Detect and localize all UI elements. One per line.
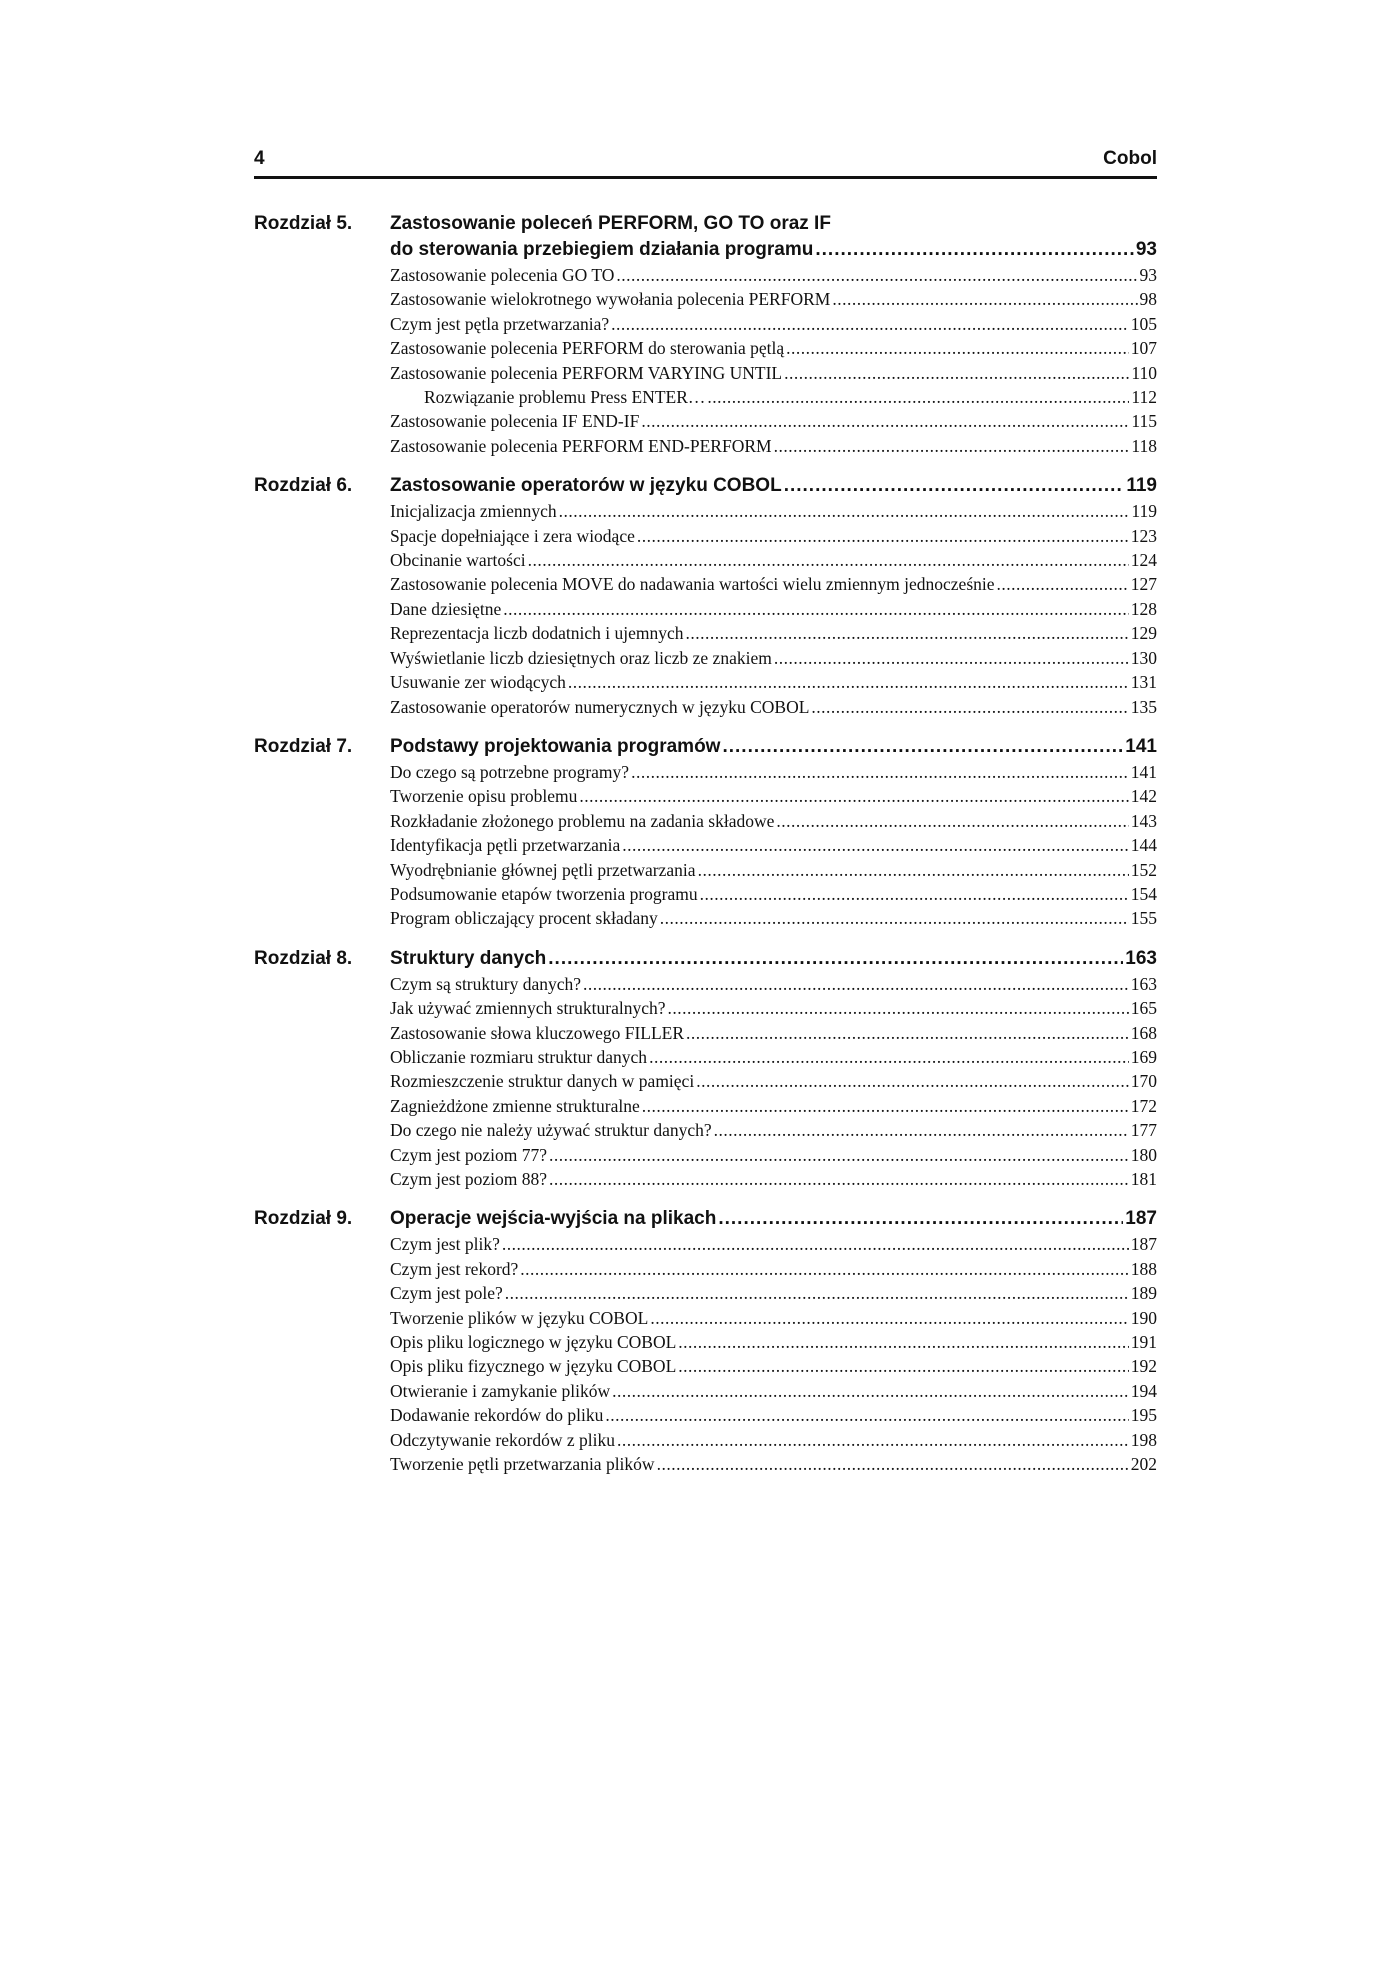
dot-leader bbox=[605, 1403, 1128, 1427]
toc-entry-page-number: 127 bbox=[1130, 574, 1157, 595]
dot-leader bbox=[784, 473, 1125, 499]
toc-entry-page-number: 177 bbox=[1130, 1120, 1157, 1141]
page-number: 4 bbox=[254, 148, 265, 169]
toc-entry-page-number: 188 bbox=[1130, 1258, 1157, 1279]
dot-leader bbox=[815, 237, 1133, 263]
dot-leader bbox=[520, 1257, 1128, 1281]
dot-leader bbox=[631, 760, 1129, 784]
toc-entry-page-number: 168 bbox=[1130, 1022, 1157, 1043]
toc-entry[interactable] bbox=[390, 646, 1157, 670]
toc-entry-title: Zastosowanie polecenia MOVE do nadawania wartości wielu zmiennym jednocześnie bbox=[390, 574, 995, 595]
chapter-block bbox=[254, 734, 1157, 931]
chapter-page-number: 163 bbox=[1125, 947, 1157, 969]
dot-leader bbox=[776, 809, 1128, 833]
toc-entry-title: Otwieranie i zamykanie plików bbox=[390, 1380, 611, 1401]
toc-entry-title: Zastosowanie słowa kluczowego FILLER bbox=[390, 1022, 685, 1043]
dot-leader bbox=[784, 361, 1129, 385]
toc-entry-page-number: 142 bbox=[1130, 786, 1157, 807]
toc-entry-title: Zastosowanie polecenia PERFORM do sterowania pętlą bbox=[390, 338, 785, 359]
toc-entry[interactable] bbox=[390, 1403, 1157, 1427]
chapter-label: Rozdział 9. bbox=[254, 1208, 353, 1230]
dot-leader bbox=[503, 597, 1128, 621]
dot-leader bbox=[774, 646, 1129, 670]
toc-entry[interactable] bbox=[390, 996, 1157, 1020]
toc-entry-page-number: 189 bbox=[1130, 1283, 1157, 1304]
toc-entry[interactable] bbox=[390, 833, 1157, 857]
toc-entry-title: Czym jest rekord? bbox=[390, 1258, 519, 1279]
toc-entry-page-number: 192 bbox=[1130, 1356, 1157, 1377]
dot-leader bbox=[611, 312, 1129, 336]
toc-entry-title: Opis pliku logicznego w języku COBOL bbox=[390, 1332, 677, 1353]
toc-entry-page-number: 130 bbox=[1130, 647, 1157, 668]
chapter-block bbox=[254, 946, 1157, 1192]
toc-entry-page-number: 110 bbox=[1131, 362, 1157, 383]
toc-entry[interactable] bbox=[390, 434, 1157, 458]
dot-leader bbox=[583, 972, 1129, 996]
toc-entry-page-number: 187 bbox=[1130, 1234, 1157, 1255]
toc-entry[interactable] bbox=[390, 1306, 1157, 1330]
chapter-title[interactable] bbox=[390, 1206, 1157, 1232]
toc-entry[interactable] bbox=[390, 1257, 1157, 1281]
toc-entry-page-number: 154 bbox=[1130, 883, 1157, 904]
toc-entry[interactable] bbox=[390, 548, 1157, 572]
dot-leader bbox=[707, 385, 1129, 409]
dot-leader bbox=[559, 499, 1130, 523]
dot-leader bbox=[686, 1021, 1129, 1045]
toc-entry-page-number: 118 bbox=[1131, 435, 1157, 456]
toc-entry-title: Odczytywanie rekordów z pliku bbox=[390, 1429, 615, 1450]
toc-entry-page-number: 194 bbox=[1130, 1380, 1157, 1401]
dot-leader bbox=[579, 784, 1128, 808]
toc-entry-title: Identyfikacja pętli przetwarzania bbox=[390, 835, 621, 856]
dot-leader bbox=[660, 906, 1129, 930]
toc-entry[interactable] bbox=[390, 1143, 1157, 1167]
chapter-title-text: Struktury danych bbox=[390, 947, 547, 969]
dot-leader bbox=[774, 434, 1130, 458]
toc-entry-title: Obliczanie rozmiaru struktur danych bbox=[390, 1046, 648, 1067]
toc-entry-page-number: 119 bbox=[1131, 501, 1157, 522]
chapter-title-row bbox=[390, 237, 1157, 263]
chapter-title-row bbox=[390, 734, 1157, 760]
toc-entry-title: Rozmieszczenie struktur danych w pamięci bbox=[390, 1071, 695, 1092]
toc-entry-page-number: 93 bbox=[1139, 265, 1157, 285]
toc-entry-title: Czym jest poziom 77? bbox=[390, 1144, 547, 1165]
dot-leader bbox=[649, 1045, 1129, 1069]
toc-entry[interactable] bbox=[390, 524, 1157, 548]
toc-entry-page-number: 170 bbox=[1130, 1071, 1157, 1092]
chapter-title-line: Zastosowanie poleceń PERFORM, GO TO oraz IF bbox=[390, 213, 831, 234]
dot-leader bbox=[650, 1306, 1128, 1330]
toc-entry[interactable] bbox=[390, 336, 1157, 360]
dot-leader bbox=[678, 1330, 1128, 1354]
toc-entry[interactable] bbox=[390, 1379, 1157, 1403]
chapter-title[interactable] bbox=[390, 734, 1157, 760]
toc-entry-title: Czym jest pole? bbox=[390, 1283, 503, 1304]
chapter-page-number: 141 bbox=[1125, 735, 1157, 757]
toc-entry[interactable] bbox=[390, 1118, 1157, 1142]
toc-entry-title: Zastosowanie operatorów numerycznych w języku COBOL bbox=[390, 696, 810, 717]
toc-entry-title: Reprezentacja liczb dodatnich i ujemnych bbox=[390, 623, 684, 644]
toc-entry[interactable] bbox=[390, 1330, 1157, 1354]
toc-entry-page-number: 144 bbox=[1130, 835, 1157, 856]
toc-entry[interactable] bbox=[390, 361, 1157, 385]
dot-leader bbox=[641, 409, 1129, 433]
toc-entry-title: Dane dziesiętne bbox=[390, 598, 502, 619]
toc-entry-title: Podsumowanie etapów tworzenia programu bbox=[390, 883, 698, 904]
toc-entry[interactable] bbox=[390, 287, 1157, 311]
toc-entry-page-number: 128 bbox=[1130, 598, 1157, 619]
toc-entry-page-number: 180 bbox=[1130, 1144, 1157, 1165]
toc-entry-title: Tworzenie opisu problemu bbox=[390, 786, 578, 807]
toc-entry-title: Zastosowanie polecenia IF END-IF bbox=[390, 411, 640, 432]
toc-entry-page-number: 135 bbox=[1130, 696, 1157, 717]
dot-leader bbox=[505, 1281, 1129, 1305]
toc-entry[interactable] bbox=[390, 597, 1157, 621]
toc-entry[interactable] bbox=[390, 906, 1157, 930]
toc-entry-title: Wyświetlanie liczb dziesiętnych oraz liczb ze znakiem bbox=[390, 647, 772, 668]
dot-leader bbox=[528, 548, 1129, 572]
toc-entry-page-number: 191 bbox=[1130, 1332, 1157, 1353]
toc-entry[interactable] bbox=[390, 572, 1157, 596]
dot-leader bbox=[642, 1094, 1129, 1118]
toc-entry[interactable] bbox=[390, 1167, 1157, 1191]
table-of-contents bbox=[254, 211, 1157, 1491]
toc-entry-title: Czym jest poziom 88? bbox=[390, 1169, 547, 1189]
dot-leader bbox=[568, 670, 1129, 694]
toc-entry-page-number: 105 bbox=[1130, 313, 1157, 334]
toc-entry-page-number: 181 bbox=[1130, 1169, 1157, 1189]
chapter-title-row bbox=[390, 946, 1157, 972]
toc-entry-title: Opis pliku fizycznego w języku COBOL bbox=[390, 1356, 677, 1377]
toc-entry[interactable] bbox=[390, 1021, 1157, 1045]
dot-leader bbox=[714, 1118, 1129, 1142]
toc-entry[interactable] bbox=[390, 1354, 1157, 1378]
chapter-title-row bbox=[390, 1206, 1157, 1232]
toc-entry-page-number: 115 bbox=[1131, 411, 1157, 432]
toc-entry[interactable] bbox=[390, 621, 1157, 645]
chapter-body bbox=[390, 473, 1157, 719]
dot-leader bbox=[622, 833, 1128, 857]
dot-leader bbox=[616, 263, 1137, 287]
toc-entry[interactable] bbox=[390, 1045, 1157, 1069]
dot-leader bbox=[718, 1206, 1123, 1232]
chapter-title-row bbox=[390, 473, 1157, 499]
toc-entry-page-number: 190 bbox=[1130, 1307, 1157, 1328]
dot-leader bbox=[549, 1167, 1129, 1191]
toc-entry-title: Zastosowanie polecenia PERFORM VARYING UNTIL bbox=[390, 362, 783, 383]
dot-leader bbox=[811, 695, 1128, 719]
toc-entry-page-number: 129 bbox=[1130, 623, 1157, 644]
toc-entry-page-number: 141 bbox=[1130, 761, 1157, 782]
dot-leader bbox=[696, 1069, 1129, 1093]
chapter-body bbox=[390, 946, 1157, 1192]
toc-entry[interactable] bbox=[390, 670, 1157, 694]
chapter-page-number: 93 bbox=[1135, 239, 1157, 260]
chapter-label: Rozdział 8. bbox=[254, 947, 353, 969]
toc-entry-title: Wyodrębnianie głównej pętli przetwarzania bbox=[390, 859, 696, 880]
toc-entry[interactable] bbox=[390, 385, 1157, 409]
toc-entry-page-number: 124 bbox=[1130, 550, 1157, 571]
chapter-label: Rozdział 6. bbox=[254, 475, 353, 497]
toc-entry-title: Do czego są potrzebne programy? bbox=[390, 761, 630, 782]
toc-entry[interactable] bbox=[390, 312, 1157, 336]
chapter-title[interactable] bbox=[390, 946, 1157, 972]
toc-entry-title: Jak używać zmiennych strukturalnych? bbox=[390, 998, 666, 1019]
toc-entry[interactable] bbox=[390, 972, 1157, 996]
toc-entry[interactable] bbox=[390, 1094, 1157, 1118]
dot-leader bbox=[549, 1143, 1129, 1167]
chapter-body bbox=[390, 1206, 1157, 1476]
toc-entry-title: Spacje dopełniające i zera wiodące bbox=[390, 525, 635, 546]
toc-entry-page-number: 112 bbox=[1131, 387, 1157, 408]
toc-entry[interactable] bbox=[390, 1232, 1157, 1256]
toc-entry[interactable] bbox=[390, 784, 1157, 808]
dot-leader bbox=[502, 1232, 1129, 1256]
chapter-block bbox=[254, 1206, 1157, 1476]
toc-entry-title: Rozwiązanie problemu Press ENTER… bbox=[424, 387, 706, 408]
toc-entry-page-number: 169 bbox=[1130, 1046, 1157, 1067]
toc-entry-page-number: 98 bbox=[1139, 289, 1157, 310]
dot-leader bbox=[722, 734, 1123, 760]
toc-entry[interactable] bbox=[390, 409, 1157, 433]
toc-entry-page-number: 155 bbox=[1130, 908, 1157, 929]
toc-entry-title: Czym jest plik? bbox=[390, 1234, 500, 1255]
toc-entry[interactable] bbox=[390, 1428, 1157, 1452]
toc-entry-page-number: 152 bbox=[1130, 859, 1157, 880]
dot-leader bbox=[997, 572, 1129, 596]
toc-entry[interactable] bbox=[390, 499, 1157, 523]
chapter-body bbox=[390, 734, 1157, 931]
chapter-title[interactable] bbox=[390, 473, 1157, 499]
toc-entry-title: Program obliczający procent składany bbox=[390, 908, 658, 929]
dot-leader bbox=[832, 287, 1137, 311]
toc-entry-page-number: 163 bbox=[1130, 973, 1157, 994]
toc-entry-page-number: 202 bbox=[1130, 1454, 1157, 1475]
dot-leader bbox=[698, 858, 1129, 882]
toc-entry-title: Rozkładanie złożonego problemu na zadania składowe bbox=[390, 810, 775, 831]
toc-entry-title: Zastosowanie wielokrotnego wywołania polecenia PERFORM bbox=[390, 289, 831, 310]
dot-leader bbox=[668, 996, 1129, 1020]
toc-entry-page-number: 131 bbox=[1130, 672, 1157, 693]
dot-leader bbox=[786, 336, 1129, 360]
toc-entry-title: Do czego nie należy używać struktur danych? bbox=[390, 1120, 712, 1141]
toc-entry[interactable] bbox=[390, 695, 1157, 719]
running-header bbox=[254, 146, 1157, 179]
chapter-title-text: Operacje wejścia-wyjścia na plikach bbox=[390, 1208, 717, 1230]
toc-entry-title: Obcinanie wartości bbox=[390, 550, 526, 571]
dot-leader bbox=[617, 1428, 1129, 1452]
chapter-title-text: Podstawy projektowania programów bbox=[390, 735, 721, 757]
chapter-title-text: Zastosowanie operatorów w języku COBOL bbox=[390, 475, 782, 497]
toc-entry-title: Usuwanie zer wiodących bbox=[390, 672, 566, 693]
dot-leader bbox=[612, 1379, 1129, 1403]
chapter-page-number: 119 bbox=[1126, 475, 1157, 497]
toc-entry[interactable] bbox=[390, 760, 1157, 784]
toc-entry-title: Zastosowanie polecenia GO TO bbox=[390, 265, 615, 285]
dot-leader bbox=[685, 621, 1128, 645]
dot-leader bbox=[700, 882, 1129, 906]
chapter-title[interactable] bbox=[390, 211, 1157, 263]
chapter-block bbox=[254, 211, 1157, 458]
toc-entry[interactable] bbox=[390, 858, 1157, 882]
dot-leader bbox=[548, 946, 1123, 972]
dot-leader bbox=[678, 1354, 1128, 1378]
toc-entry[interactable] bbox=[390, 882, 1157, 906]
toc-entry-title: Tworzenie plików w języku COBOL bbox=[390, 1307, 649, 1328]
toc-entry[interactable] bbox=[390, 1452, 1157, 1476]
toc-entry-page-number: 143 bbox=[1130, 810, 1157, 831]
chapter-body bbox=[390, 211, 1157, 458]
chapter-page-number: 187 bbox=[1125, 1208, 1157, 1230]
toc-entry[interactable] bbox=[390, 809, 1157, 833]
chapter-title-text: do sterowania przebiegiem działania programu bbox=[390, 239, 814, 260]
toc-entry-page-number: 195 bbox=[1130, 1405, 1157, 1426]
toc-entry-page-number: 107 bbox=[1130, 338, 1157, 359]
dot-leader bbox=[637, 524, 1129, 548]
toc-entry-title: Dodawanie rekordów do pliku bbox=[390, 1405, 604, 1426]
toc-entry-page-number: 123 bbox=[1130, 525, 1157, 546]
toc-entry[interactable] bbox=[390, 263, 1157, 287]
toc-entry[interactable] bbox=[390, 1281, 1157, 1305]
toc-entry-page-number: 172 bbox=[1130, 1095, 1157, 1116]
chapter-block bbox=[254, 473, 1157, 719]
toc-entry-title: Zastosowanie polecenia PERFORM END-PERFORM bbox=[390, 435, 772, 456]
dot-leader bbox=[657, 1452, 1129, 1476]
toc-entry-page-number: 165 bbox=[1130, 998, 1157, 1019]
chapter-label: Rozdział 5. bbox=[254, 213, 353, 234]
toc-entry-page-number: 198 bbox=[1130, 1429, 1157, 1450]
toc-entry[interactable] bbox=[390, 1069, 1157, 1093]
toc-entry-title: Inicjalizacja zmiennych bbox=[390, 501, 557, 522]
toc-entry-title: Tworzenie pętli przetwarzania plików bbox=[390, 1454, 655, 1475]
book-title: Cobol bbox=[1103, 148, 1157, 169]
toc-entry-title: Czym jest pętla przetwarzania? bbox=[390, 313, 610, 334]
toc-entry-title: Zagnieżdżone zmienne strukturalne bbox=[390, 1095, 640, 1116]
toc-entry-title: Czym są struktury danych? bbox=[390, 973, 581, 994]
chapter-label: Rozdział 7. bbox=[254, 735, 353, 757]
